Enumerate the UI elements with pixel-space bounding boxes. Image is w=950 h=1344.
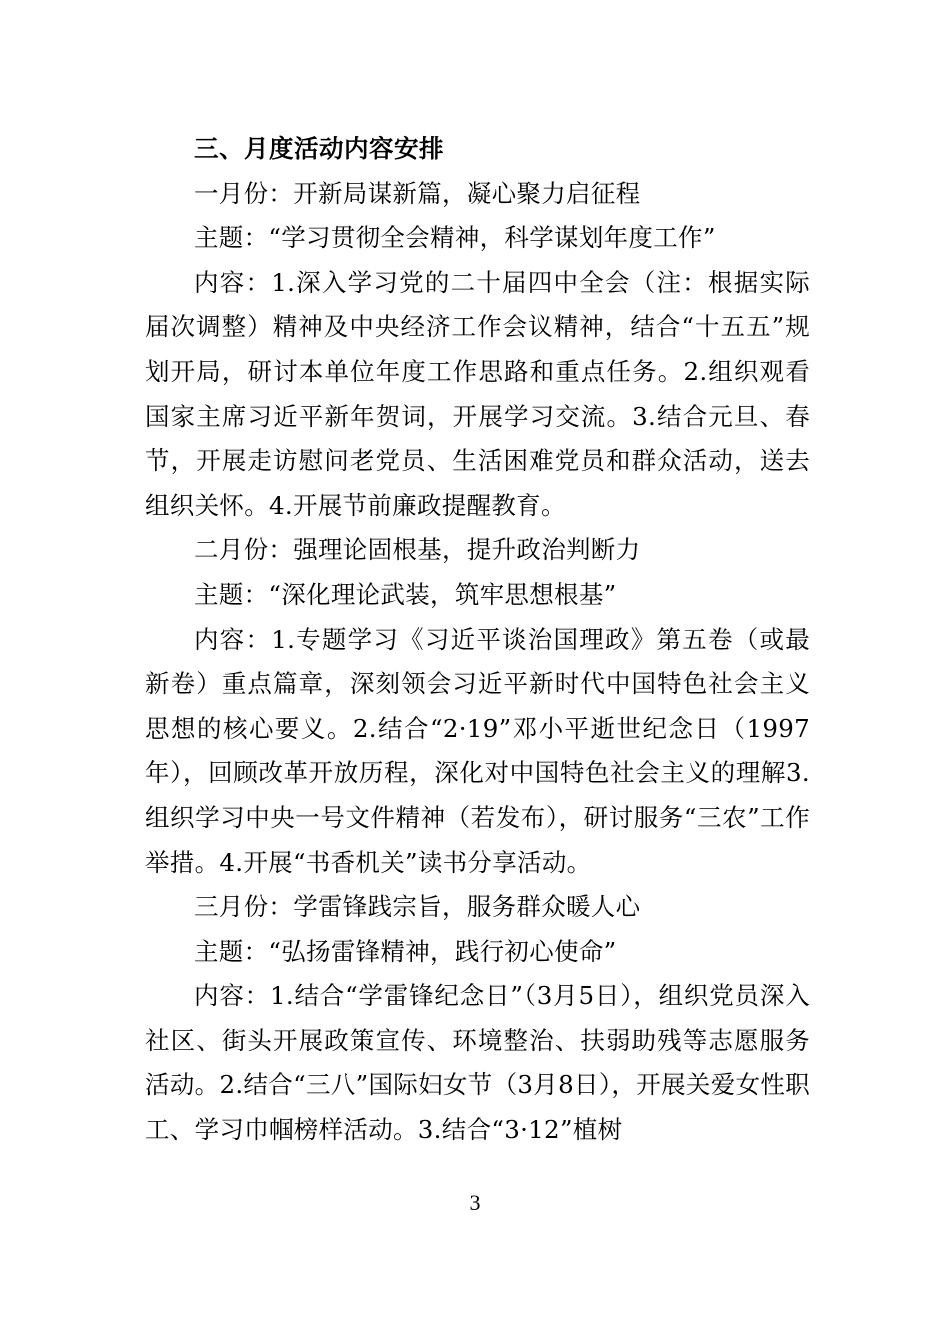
month-content-january: 内容：1.深入学习党的二十届四中全会（注：根据实际届次调整）精神及中央经济工作会议精神，结合“十五五”规划开局，研讨本单位年度工作思路和重点任务。2.组织观看国家主席习近平新年贺词，开展学习交流。3.结合元旦、春节，开展走访慰问老党员、生活困难党员和群众活动，送去组织关怀。4.开展节前廉政提醒教育。 [145,267,810,520]
month-theme-january: 主题：“学习贯彻全会精神，科学谋划年度工作” [194,223,716,253]
month-theme-february: 主题：“深化理论武装，筑牢思想根基” [194,579,617,609]
month-content-march: 内容：1.结合“学雷锋纪念日”（3月5日），组织党员深入社区、街头开展政策宣传、环境整治、扶弱助残等志愿服务活动。2.结合“三八”国际妇女节（3月8日），开展关爱女性职工、学习巾帼榜样活动。3.结合“3·12”植树 [145,981,810,1145]
section-heading: 三、月度活动内容安排 [194,134,444,163]
month-title-march: 三月份：学雷锋践宗旨，服务群众暖人心 [194,892,641,922]
month-content-february: 内容：1.专题学习《习近平谈治国理政》第五卷（或最新卷）重点篇章，深刻领会习近平新时代中国特色社会主义思想的核心要义。2.结合“2·19”邓小平逝世纪念日（1997年），回顾改革开放历程，深化对中国特色社会主义的理解3.组织学习中央一号文件精神（若发布），研讨服务“三农”工作举措。4.开展“书香机关”读书分享活动。 [145,624,810,877]
month-title-january: 一月份：开新局谋新篇，凝心聚力启征程 [194,178,641,208]
page-number: 3 [469,1190,481,1215]
document-body [145,127,810,1153]
month-theme-march: 主题：“弘扬雷锋精神，践行初心使命” [194,936,617,966]
month-title-february: 二月份：强理论固根基，提升政治判断力 [194,535,641,565]
